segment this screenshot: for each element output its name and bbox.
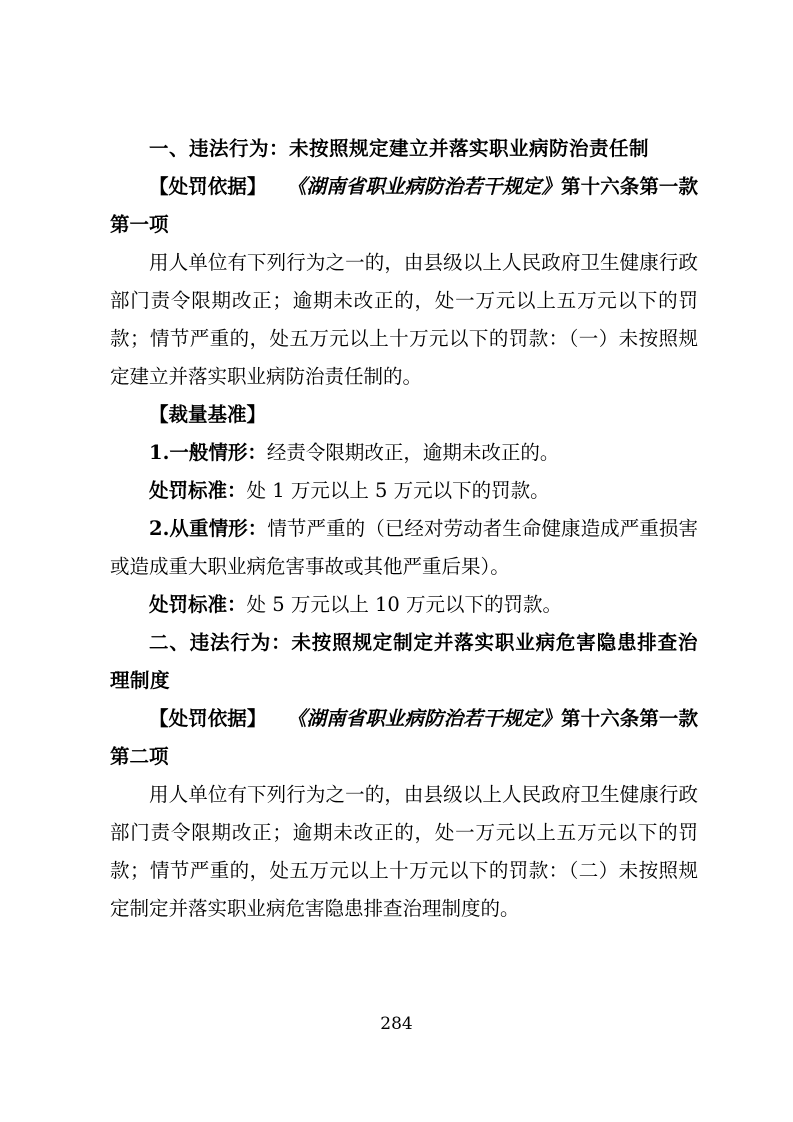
section-1-item-2-text: 处 1 万元以上 5 万元以下的罚款。 [246, 479, 550, 502]
section-1-basis-text: 用人单位有下列行为之一的，由县级以上人民政府卫生健康行政部门责令限期改正；逾期未改正的，处一万元以上五万元以下的罚款；情节严重的，处五万元以上十万元以下的罚款：（一）未按照规定建立并落实职业病防治责任制的。 [110, 251, 698, 388]
section-1-item-1-text: 经责令限期改正，逾期未改正的。 [266, 441, 560, 464]
section-2-basis-text: 用人单位有下列行为之一的，由县级以上人民政府卫生健康行政部门责令限期改正；逾期未改正的，处一万元以上五万元以下的罚款；情节严重的，处五万元以上十万元以下的罚款：（二）未按照规定制定并落实职业病危害隐患排查治理制度的。 [110, 783, 698, 920]
section-1-basis-line [110, 168, 698, 244]
section-1-item-3-label: 2.从重情形： [149, 517, 268, 540]
section-1-criteria-label: 【裁量基准】 [149, 403, 267, 426]
section-1-item-4-label: 处罚标准： [149, 593, 247, 616]
section-1-item-1 [110, 434, 698, 472]
section-2-heading: 二、违法行为：未按照规定制定并落实职业病危害隐患排查治理制度 [110, 631, 698, 692]
section-1-item-2-label: 处罚标准： [149, 479, 247, 502]
document-body [110, 130, 698, 928]
section-1-basis-label: 【处罚依据】 [149, 175, 267, 198]
section-2-basis-label: 【处罚依据】 [149, 707, 267, 730]
section-1-item-3-text: 情节严重的（已经对劳动者生命健康造成严重损害或造成重大职业病危害事故或其他严重后果）。 [110, 517, 698, 578]
section-1-item-4 [110, 586, 698, 624]
section-2-basis-tail: 第十六条第一款第二项 [110, 707, 698, 768]
section-2-basis-title: 《湖南省职业病防治若干规定》 [287, 707, 562, 730]
section-1-basis-title: 《湖南省职业病防治若干规定》 [287, 175, 562, 198]
section-2-basis-line [110, 700, 698, 776]
section-1-item-3 [110, 510, 698, 586]
section-1-basis-tail: 第十六条第一款第一项 [110, 175, 698, 236]
section-1-item-4-text: 处 5 万元以上 10 万元以下的罚款。 [246, 593, 563, 616]
section-1-item-1-label: 1.一般情形： [149, 441, 267, 464]
section-1-heading: 一、违法行为：未按照规定建立并落实职业病防治责任制 [149, 137, 650, 160]
page-number: 284 [380, 1014, 413, 1034]
section-1-item-2 [110, 472, 698, 510]
